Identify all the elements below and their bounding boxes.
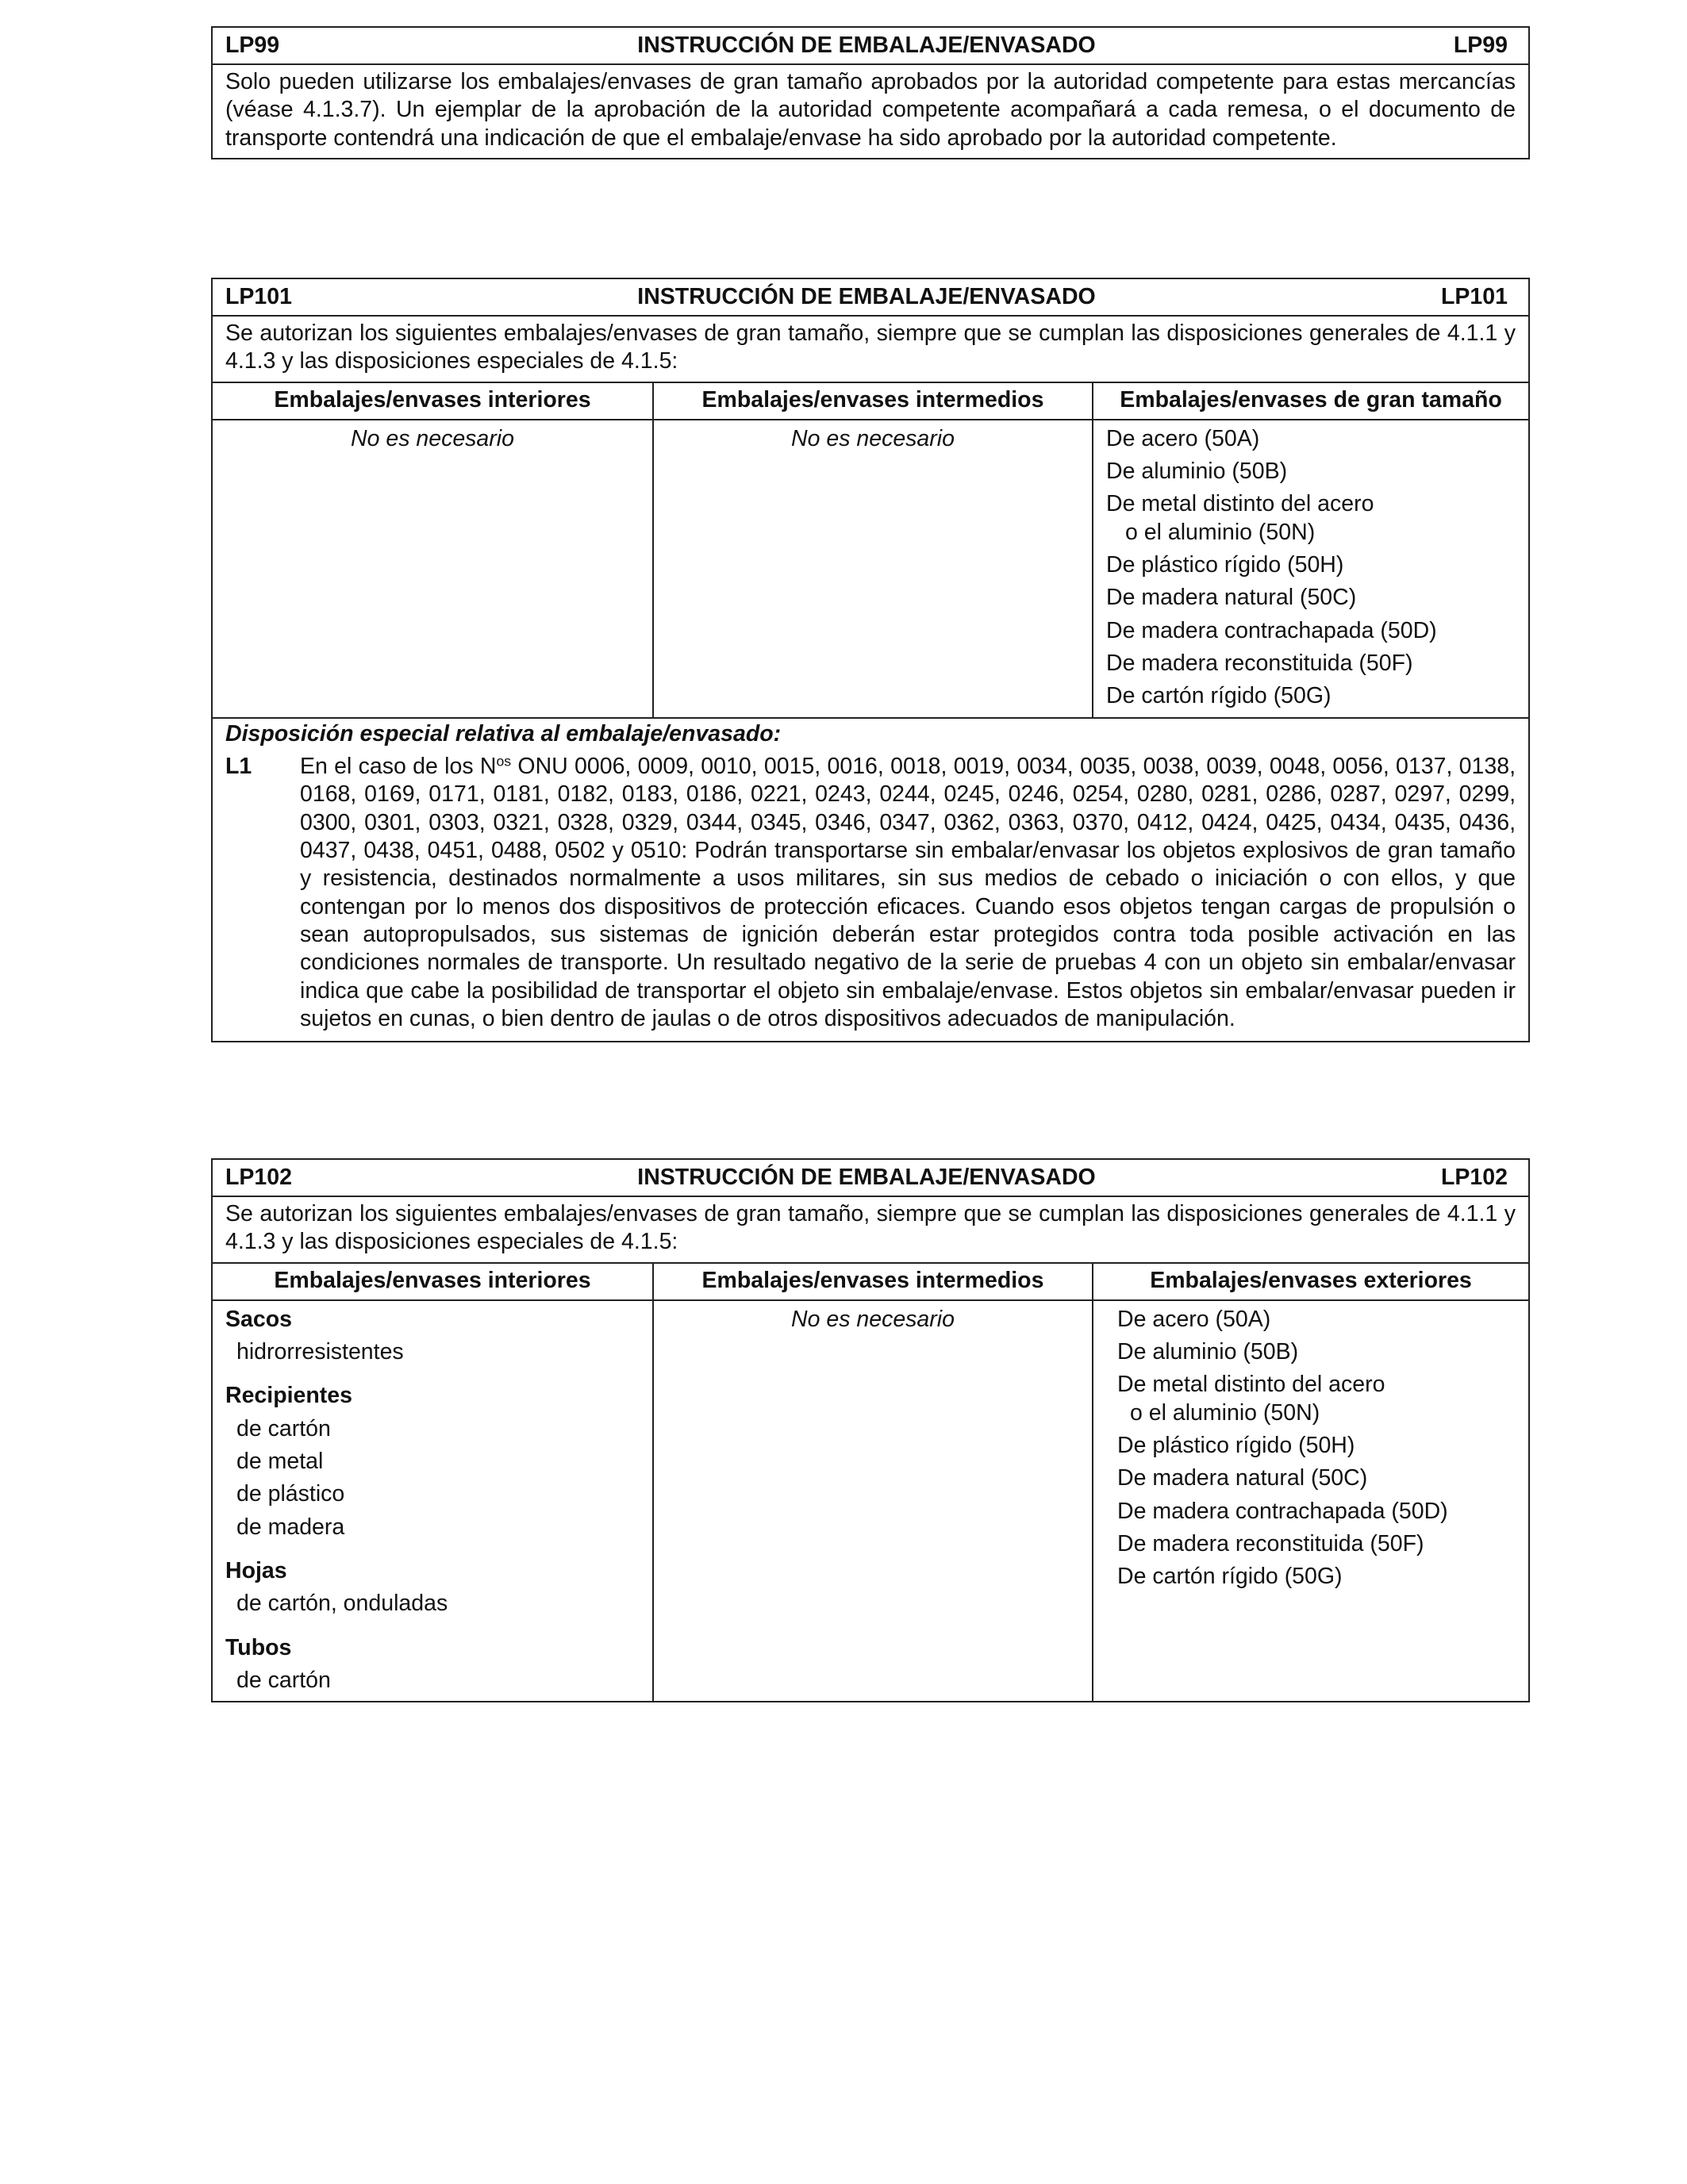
list-item: de cartón <box>236 1667 331 1693</box>
list-item: o el aluminio (50N) <box>1125 519 1316 545</box>
list-item: De madera reconstituida (50F) <box>1106 650 1413 676</box>
lp101-intermediate-cell <box>652 420 1092 717</box>
lp102-box <box>211 1158 1530 1702</box>
lp102-code-right: LP102 <box>1441 1164 1508 1190</box>
lp101-outer-cell <box>1092 420 1528 717</box>
list-item: De aluminio (50B) <box>1106 458 1288 484</box>
lp101-intro: Se autorizan los siguientes embalajes/envases de gran tamaño, siempre que se cumplan las disposiciones generales de 4.1.1 y 4.1.3 y las disposiciones especiales de 4.1.5: <box>213 315 1528 382</box>
lp99-title: INSTRUCCIÓN DE EMBALAJE/ENVASADO <box>637 32 1096 58</box>
group-heading: Hojas <box>225 1557 287 1583</box>
list-item: De cartón rígido (50G) <box>1117 1564 1343 1590</box>
list-item: De metal distinto del acero <box>1117 1372 1385 1398</box>
list-item: De cartón rígido (50G) <box>1106 683 1332 709</box>
lp102-intro: Se autorizan los siguientes embalajes/envases de gran tamaño, siempre que se cumplan las disposiciones generales de 4.1.1 y 4.1.3 y las disposiciones especiales de 4.1.5: <box>213 1196 1528 1262</box>
lp101-special-pre: En el caso de los N <box>300 753 497 779</box>
lp102-col-header-outer: Embalajes/envases exteriores <box>1092 1264 1528 1299</box>
lp101-special-body: ONU 0006, 0009, 0010, 0015, 0016, 0018, 0019, 0034, 0035, 0038, 0039, 0048, 0056, 0137, 0138, 0168, 0169, 0171, 0181, 0182, 0183, 0186, 0221, 0243, 0244, 0245, 0246, 0254, 0280, 0281, 0286, 0287, 0297, 0299, 0300, 0301, 0303, 0321, 0328, 0329, 0344, 0345, 0346, 0347, 0362, 0363, 0370, 0412, 0424, 0425, 0434, 0435, 0436, 0437, 0438, 0451, 0488, 0502 y 0510: Podrán transportarse sin embalar/envasar los objetos explosivos de gran tamaño y resistencia, destinados normalmente a usos militares, sin sus medios de cebado o iniciación o con ellos, y que contengan por lo menos dos dispositivos de protección eficaces. Cuando esos objetos tengan cargas de propulsión o sean autopropulsados, sus sistemas de ignición deberán estar protegidos contra toda posible activación en las condiciones normales de transporte. Un resultado negativo de la serie de pruebas 4 con un objeto sin embalar/envasar indica que cabe la posibilidad de transportar el objeto sin embalaje/envase. Estos objetos sin embalar/envasar pueden ir sujetos en cunas, o bien dentro de jaulas o de otros dispositivos adecuados de manipulación. <box>300 753 1516 1031</box>
lp101-header <box>213 279 1528 315</box>
lp99-box <box>211 26 1530 159</box>
lp101-column-headers <box>213 382 1528 419</box>
lp101-box <box>211 278 1530 1042</box>
lp102-header <box>213 1160 1528 1196</box>
lp102-intermediate-value: No es necesario <box>791 1306 955 1332</box>
lp101-special-sup: os <box>496 753 512 770</box>
group-heading: Sacos <box>225 1306 292 1332</box>
lp101-intermediate-value: No es necesario <box>791 425 955 451</box>
lp101-body <box>213 419 1528 717</box>
lp102-body <box>213 1299 1528 1702</box>
lp102-column-headers <box>213 1262 1528 1299</box>
lp101-col-header-intermediate: Embalajes/envases intermedios <box>652 383 1092 419</box>
lp102-col-header-intermediate: Embalajes/envases intermedios <box>652 1264 1092 1299</box>
lp101-title: INSTRUCCIÓN DE EMBALAJE/ENVASADO <box>637 283 1096 309</box>
list-item: De madera natural (50C) <box>1106 585 1357 611</box>
lp99-text: Solo pueden utilizarse los embalajes/envases de gran tamaño aprobados por la autoridad competente para estas mercancías (véase 4.1.3.7). Un ejemplar de la aprobación de la autoridad competente acompañará a cada remesa, o el documento de transporte contendrá una indicación de que el embalaje/envase ha sido aprobado por la autoridad competente. <box>213 63 1528 158</box>
lp101-code-right: LP101 <box>1441 283 1508 309</box>
list-item: De aluminio (50B) <box>1117 1338 1299 1365</box>
lp99-code-right: LP99 <box>1453 32 1508 58</box>
list-item: De madera reconstituida (50F) <box>1117 1530 1424 1556</box>
lp101-col-header-outer: Embalajes/envases de gran tamaño <box>1092 383 1528 419</box>
lp102-title: INSTRUCCIÓN DE EMBALAJE/ENVASADO <box>637 1164 1096 1190</box>
lp101-special-note <box>213 748 1528 1041</box>
list-item: De acero (50A) <box>1106 425 1260 451</box>
lp102-intermediate-cell <box>652 1301 1092 1702</box>
lp101-inner-cell <box>213 420 652 717</box>
list-item: de cartón, onduladas <box>236 1591 448 1617</box>
lp102-col-header-inner: Embalajes/envases interiores <box>274 1268 591 1294</box>
list-item: De acero (50A) <box>1117 1306 1271 1332</box>
lp101-special-title: Disposición especial relativa al embalaje/envasado: <box>225 720 782 747</box>
list-item: De madera contrachapada (50D) <box>1117 1498 1448 1524</box>
lp101-col-header-inner: Embalajes/envases interiores <box>274 387 591 413</box>
lp102-outer-cell <box>1092 1301 1528 1702</box>
list-item: De metal distinto del acero <box>1106 491 1374 517</box>
list-item: De madera contrachapada (50D) <box>1106 617 1437 643</box>
group-heading: Tubos <box>225 1634 292 1660</box>
list-item: De plástico rígido (50H) <box>1106 551 1344 578</box>
lp99-header <box>213 28 1528 63</box>
list-item: de metal <box>236 1448 324 1474</box>
list-item: de madera <box>236 1514 345 1540</box>
lp102-code-left: LP102 <box>225 1164 292 1190</box>
lp99-code-left: LP99 <box>225 32 280 58</box>
list-item: De madera natural (50C) <box>1117 1465 1368 1491</box>
lp101-inner-value: No es necesario <box>351 425 514 451</box>
list-item: o el aluminio (50N) <box>1130 1399 1320 1426</box>
lp101-special-provision <box>213 717 1528 1042</box>
group-heading: Recipientes <box>225 1383 352 1409</box>
lp101-special-label: L1 <box>225 753 252 779</box>
list-item: De plástico rígido (50H) <box>1117 1432 1355 1458</box>
lp101-code-left: LP101 <box>225 283 292 309</box>
list-item: hidrorresistentes <box>236 1338 404 1365</box>
lp101-special-text <box>300 753 1516 1033</box>
list-item: de plástico <box>236 1481 345 1507</box>
list-item: de cartón <box>236 1415 331 1441</box>
lp102-inner-cell <box>213 1301 652 1702</box>
